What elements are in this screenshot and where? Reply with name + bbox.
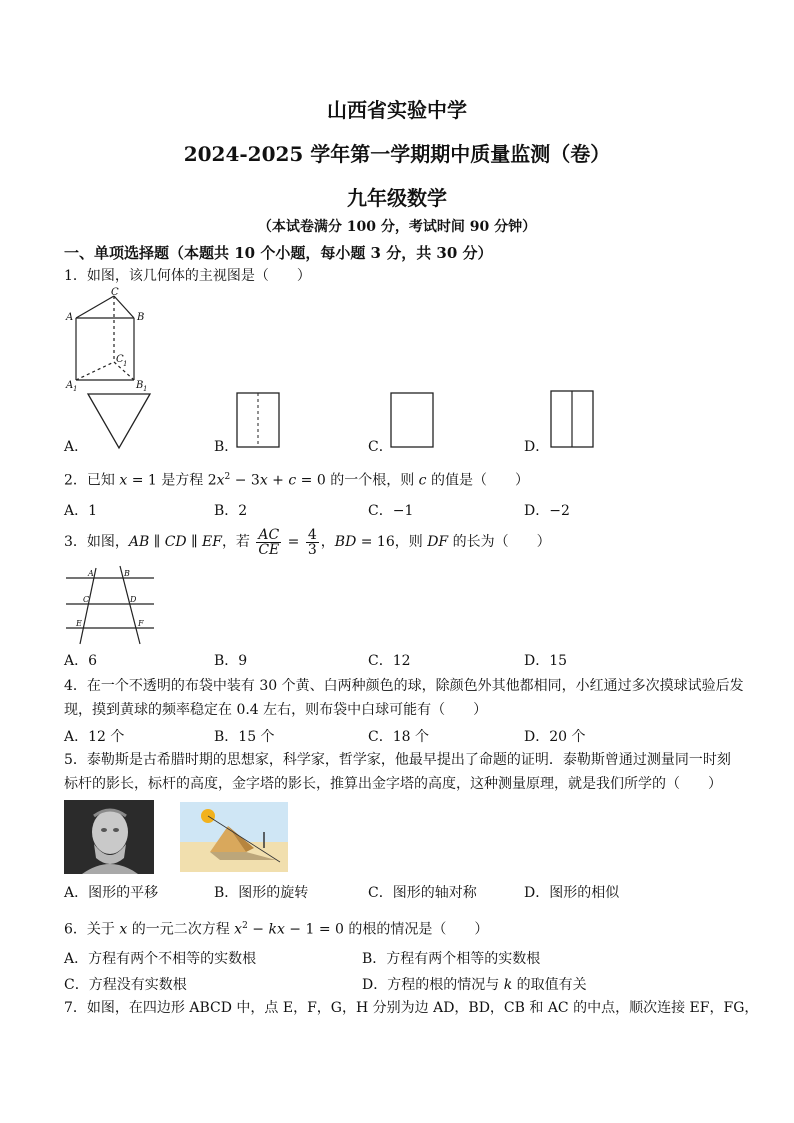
school-title: 山西省实验中学 [327, 98, 467, 122]
term-title: 2024-2025 学年第一学期期中质量监测（卷） [183, 142, 611, 166]
q5-line2: 标杆的影长，标杆的高度，金字塔的影长，推算出金字塔的高度，这种测量原理，就是我们所学的（ ） [64, 776, 722, 792]
q5-option-b: B．图形的旋转 [214, 885, 309, 901]
label-B: B [137, 312, 145, 323]
q3-option-c: C．12 [368, 653, 411, 669]
q4-line2: 现，摸到黄球的频率稳定在 0.4 左右，则布袋中白球可能有（ ） [64, 702, 488, 718]
q3-parallel-lines-figure [64, 564, 156, 646]
q4-option-c: C．18 个 [368, 729, 429, 745]
q1-option-a-figure [86, 392, 152, 450]
q3-option-b: B．9 [214, 653, 248, 669]
label-q3-D: D [130, 595, 137, 604]
q5-option-d: D．图形的相似 [524, 885, 620, 901]
q6-stem: 6．关于 x 的一元二次方程 $x^2$ − kx − 1 = 0 的根的情况是（ ） [64, 921, 489, 938]
q1-option-c-figure [390, 392, 436, 450]
q1-option-a: A． [64, 439, 89, 455]
subject-title: 九年级数学 [347, 186, 447, 210]
pyramid-shadow-image [180, 802, 288, 872]
q2-stem: 2．已知 x = 1 是方程 $2x^2 - 3x + c = 0$ 的一个根，则 c 的值是（ ） [64, 472, 529, 489]
q6-option-b: B．方程有两个相等的实数根 [362, 951, 541, 967]
label-q3-F: F [138, 619, 144, 628]
q3-option-d: D．15 [524, 653, 568, 669]
label-q3-A: A [88, 569, 94, 578]
q4-option-d: D．20 个 [524, 729, 586, 745]
q4-option-b: B．15 个 [214, 729, 275, 745]
q5-line1: 5．泰勒斯是古希腊时期的思想家，科学家，哲学家，他最早提出了命题的证明．泰勒斯曾通过测量同一时刻 [64, 752, 731, 768]
q1-option-d-figure [550, 390, 596, 450]
q5-option-a: A．图形的平移 [64, 885, 159, 901]
exam-note: （本试卷满分 100 分，考试时间 90 分钟） [257, 219, 537, 235]
q6-option-d: D．方程的根的情况与 k 的取值有关 [362, 977, 587, 993]
label-C1: C [116, 354, 124, 365]
label-C1-sub: 1 [123, 360, 128, 368]
q1-option-b-figure [236, 392, 282, 450]
q4-line1: 4．在一个不透明的布袋中装有 30 个黄、白两种颜色的球，除颜色外其他都相同，小红通过多次摸球试验后发 [64, 678, 744, 694]
thales-bust-image [64, 800, 154, 874]
label-q3-C: C [83, 595, 90, 604]
q2-option-c: C．−1 [368, 503, 414, 519]
q2-option-b: B．2 [214, 503, 248, 519]
q3-option-a: A．6 [64, 653, 98, 669]
label-q3-E: E [76, 619, 82, 628]
q2-option-d: D．−2 [524, 503, 570, 519]
label-C: C [111, 287, 119, 298]
label-B1: B [136, 380, 144, 391]
q1-stem: 1．如图，该几何体的主视图是（ ） [64, 268, 311, 284]
q1-prism-figure [60, 286, 160, 392]
q1-option-b: B． [214, 439, 239, 455]
label-A1: A [66, 380, 74, 391]
q5-option-c: C．图形的轴对称 [368, 885, 477, 901]
q3-stem: 3．如图，AB ∥ CD ∥ EF，若 $\frac{AC}{CE}$ = $\frac{4}{3}$ ，BD = 16，则 DF 的长为（ ） [64, 526, 551, 558]
q6-option-c: C．方程没有实数根 [64, 977, 187, 993]
q1-option-c: C． [368, 439, 393, 455]
q4-option-a: A．12 个 [64, 729, 125, 745]
q2-option-a: A．1 [64, 503, 98, 519]
q1-option-d: D． [524, 439, 550, 455]
label-A: A [66, 312, 74, 323]
q6-option-a: A．方程有两个不相等的实数根 [64, 951, 257, 967]
label-q3-B: B [124, 569, 130, 578]
label-B1-sub: 1 [143, 385, 148, 392]
label-A1-sub: 1 [73, 385, 78, 392]
q7-line1: 7．如图，在四边形 ABCD 中，点 E，F，G，H 分别为边 AD，BD，CB 和 AC 的中点，顺次连接 EF，FG， [64, 1000, 759, 1016]
section-title: 一、单项选择题（本题共 10 个小题，每小题 3 分，共 30 分） [64, 244, 493, 262]
